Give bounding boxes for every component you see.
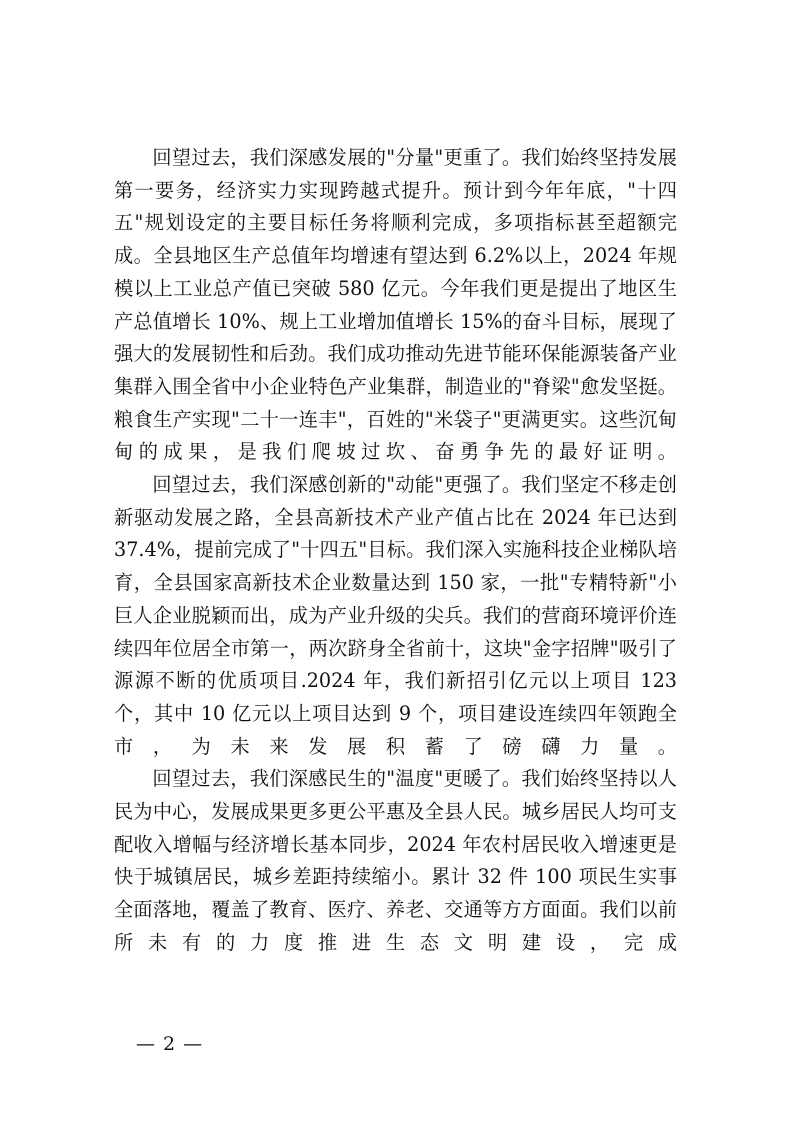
page-number: — 2 — bbox=[136, 1033, 204, 1055]
paragraph-innovation-momentum: 回望过去，我们深感创新的"动能"更强了。我们坚定不移走创新驱动发展之路，全县高新技术产业产值占比在 2024 年已达到 37.4%，提前完成了"十四五"目标。我们深入实施科技企业梯队培育，全县国家高新技术企业数量达到 150 家，一批"专精特新"小巨人企业脱颖而出，成为产业升级的尖兵。我们的营商环境评价连续四年位居全市第一，两次跻身全省前十，这块"金字招牌"吸引了源源不断的优质项目.2024 年，我们新招引亿元以上项目 123 个，其中 10 亿元以上项目达到 9 个，项目建设连续四年领跑全市，为未来发展积蓄了磅礴力量。 bbox=[114, 473, 677, 758]
paragraph-livelihood-warmth: 回望过去，我们深感民生的"温度"更暖了。我们始终坚持以人民为中心，发展成果更多更公平惠及全县人民。城乡居民人均可支配收入增幅与经济增长基本同步，2024 年农村居民收入增速更是快于城镇居民，城乡差距持续缩小。累计 32 件 100 项民生实事全面落地，覆盖了教育、医疗、养老、交通等方方面面。我们以前所未有的力度推进生态文明建设，完成 bbox=[114, 767, 677, 954]
paragraph-development-weight: 回望过去，我们深感发展的"分量"更重了。我们始终坚持发展第一要务，经济实力实现跨越式提升。预计到今年年底，"十四五"规划设定的主要目标任务将顺利完成，多项指标甚至超额完成。全县地区生产总值年均增速有望达到 6.2%以上，2024 年规模以上工业总产值已突破 580 亿元。今年我们更是提出了地区生产总值增长 10%、规上工业增加值增长 15%的奋斗目标，展现了强大的发展韧性和后劲。我们成功推动先进节能环保能源装备产业集群入围全省中小企业特色产业集群，制造业的"脊梁"愈发坚挺。粮食生产实现"二十一连丰"，百姓的"米袋子"更满更实。这些沉甸甸的成果，是我们爬坡过坎、奋勇争先的最好证明。 bbox=[114, 146, 677, 464]
body-text bbox=[114, 142, 677, 960]
